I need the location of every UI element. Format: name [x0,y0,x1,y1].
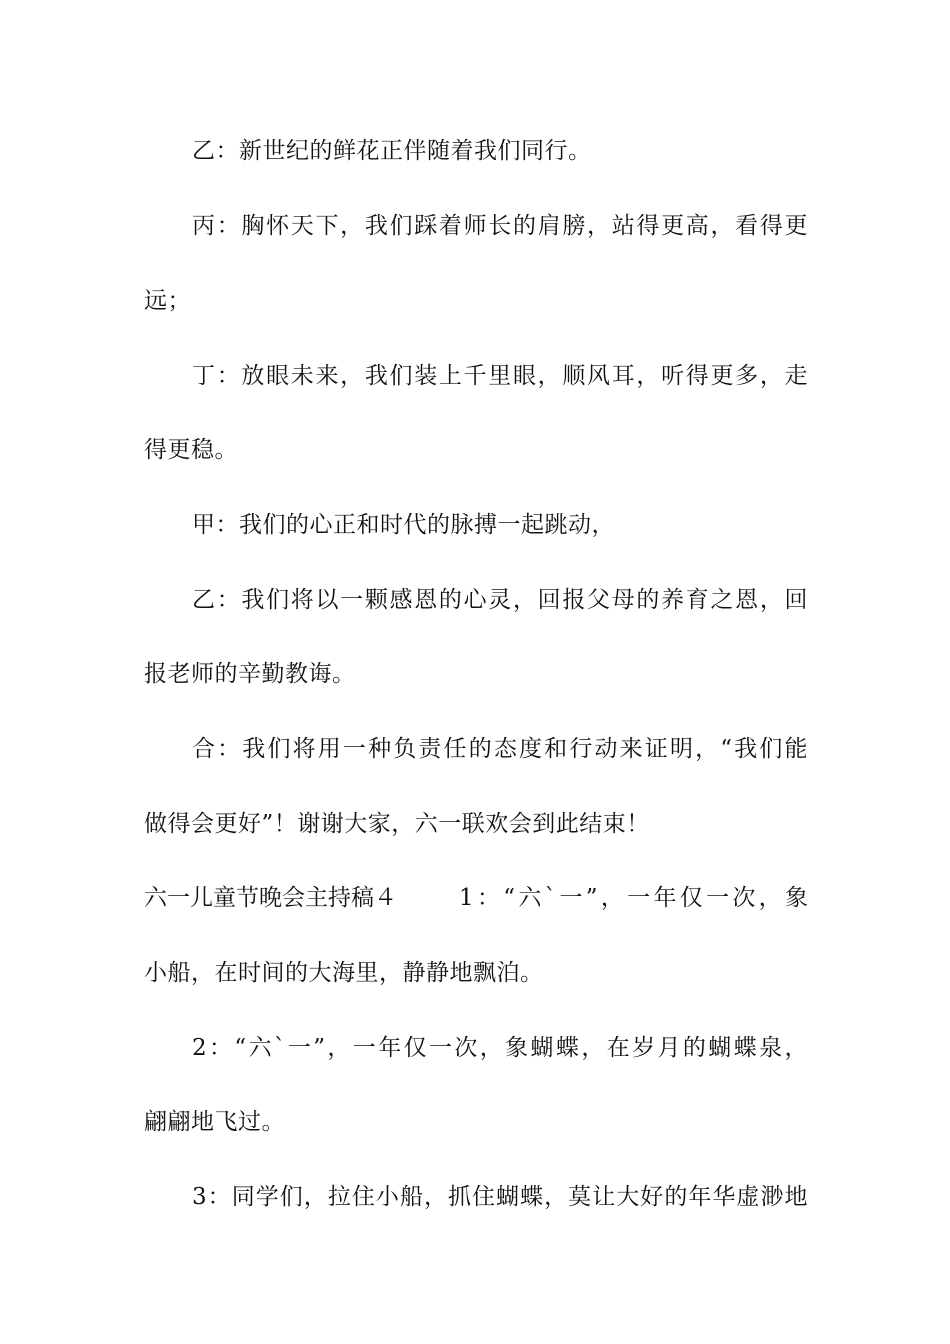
paragraph-line: 1：“六`一”，一年仅一次，象 [459,885,808,911]
paragraph-line: 远； [144,288,191,314]
paragraph-line: 得更稳。 [144,437,238,463]
paragraph-line: 2：“六`一”，一年仅一次，象蝴蝶，在岁月的蝴蝶泉， [192,1035,808,1061]
paragraph-line: 丙：胸怀天下，我们踩着师长的肩膀，站得更高，看得更 [192,213,808,239]
paragraph-line: 做得会更好”！谢谢大家，六一联欢会到此结束！ [144,811,650,837]
paragraph-line: 3：同学们，拉住小船，抓住蝴蝶，莫让大好的年华虚渺地 [192,1184,808,1210]
paragraph-line: 翩翩地飞过。 [144,1109,285,1135]
section-title: 六一儿童节晚会主持稿４ [144,885,397,911]
paragraph-line: 甲：我们的心正和时代的脉搏一起跳动， [192,512,615,538]
paragraph-line: 乙：我们将以一颗感恩的心灵，回报父母的养育之恩，回 [192,587,808,613]
paragraph-line: 小船，在时间的大海里，静静地飘泊。 [144,960,544,986]
paragraph-line: 合：我们将用一种负责任的态度和行动来证明，“我们能 [192,736,808,762]
paragraph-line: 乙：新世纪的鲜花正伴随着我们同行。 [192,138,592,164]
paragraph-line: 丁：放眼未来，我们装上千里眼，顺风耳，听得更多，走 [192,363,808,389]
paragraph-line: 报老师的辛勤教诲。 [144,661,356,687]
